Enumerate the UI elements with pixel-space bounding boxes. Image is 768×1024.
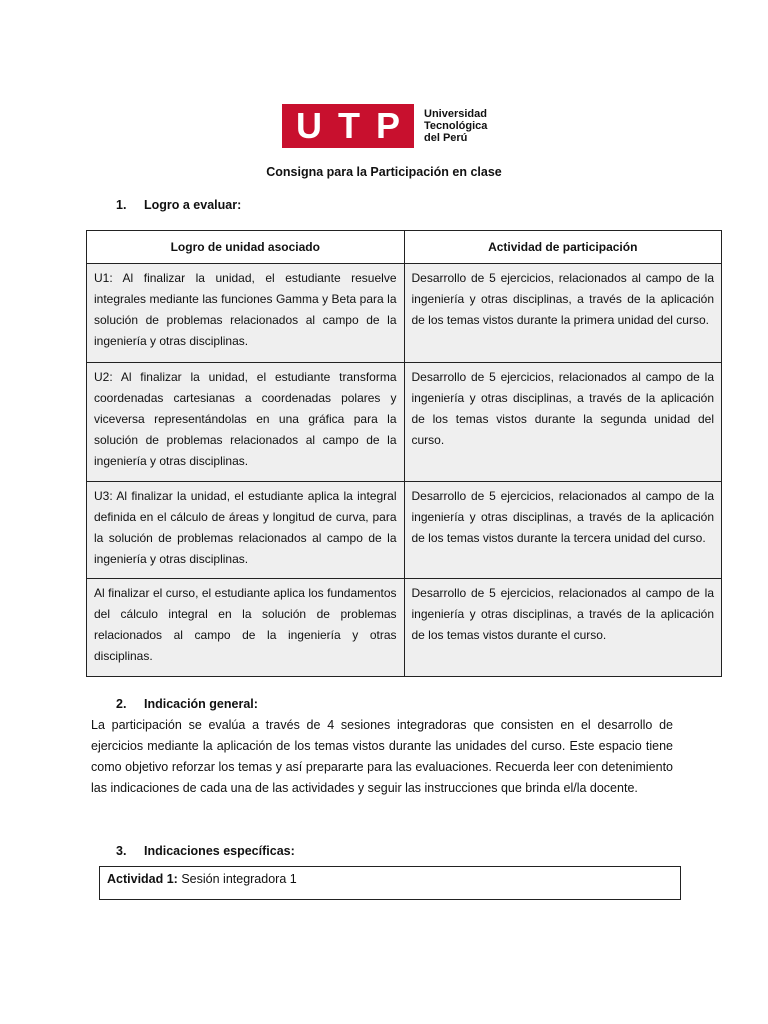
cell-actividad-final: Desarrollo de 5 ejercicios, relacionados al campo de la ingeniería y otras disciplinas, a través de la aplicación de los temas vistos durante el curso. [404,579,722,677]
activity-value: Sesión integradora 1 [181,872,297,886]
section-1-number: 1. [116,198,127,212]
header-actividad: Actividad de participación [404,231,722,264]
cell-actividad-u3: Desarrollo de 5 ejercicios, relacionados al campo de la ingeniería y otras disciplinas, a través de la aplicación de los temas vistos durante la tercera unidad del curso. [404,482,722,579]
section-1-title: Logro a evaluar: [144,198,242,212]
cell-actividad-u2: Desarrollo de 5 ejercicios, relacionados al campo de la ingeniería y otras disciplinas, a través de la aplicación de los temas vistos durante la segunda unidad del curso. [404,363,722,482]
activity-label: Actividad 1: [107,872,178,886]
table-row [87,482,722,579]
table-header-row [87,231,722,264]
logo-line-3: del Perú [424,132,468,144]
logo-line-1: Universidad [424,108,487,120]
logo-letter-u: U [295,105,322,146]
table-row [87,363,722,482]
cell-logro-u1: U1: Al finalizar la unidad, el estudiante resuelve integrales mediante las funciones Gamma y Beta para la solución de problemas relacionados al campo de la ingeniería y otras disciplinas. [87,264,405,363]
logo-line-2: Tecnológica [424,120,488,132]
section-1-heading [116,198,241,212]
section-3-number: 3. [116,844,127,858]
logros-table [86,230,722,677]
section-2-number: 2. [116,697,127,711]
logo-wordmark [424,108,487,144]
logo-letter-p: P [375,105,400,146]
activity-box [99,866,681,900]
cell-logro-u2: U2: Al finalizar la unidad, el estudiante transforma coordenadas cartesianas a coordenadas polares y viceversa representándolas en una gráfica para la solución de problemas relacionados al campo de la ingeniería y otras disciplinas. [87,363,405,482]
section-2-heading [116,697,258,711]
cell-logro-final: Al finalizar el curso, el estudiante aplica los fundamentos del cálculo integral en la solución de problemas relacionados al campo de la ingeniería y otras disciplinas. [87,579,405,677]
cell-logro-u3: U3: Al finalizar la unidad, el estudiante aplica la integral definida en el cálculo de áreas y longitud de curva, para la solución de problemas relacionados al campo de la ingeniería y otras disciplinas. [87,482,405,579]
logo-letter-t: T [337,105,360,146]
section-3-title: Indicaciones específicas: [144,844,295,858]
utp-logo [282,104,487,148]
cell-actividad-u1: Desarrollo de 5 ejercicios, relacionados al campo de la ingeniería y otras disciplinas, a través de la aplicación de los temas vistos durante la primera unidad del curso. [404,264,722,363]
table-row [87,579,722,677]
indicacion-general-text: La participación se evalúa a través de 4 sesiones integradoras que consisten en el desarrollo de ejercicios mediante la aplicación de los temas vistos durante las unidades del curso. Este espacio tiene como objetivo reforzar los temas y así prepararte para las evaluaciones. Recuerda leer con detenimiento las indicaciones de cada una de las actividades y seguir las instrucciones que brinda el/la docente. [91,718,673,795]
section-2-title: Indicación general: [144,697,258,711]
logo-mark [282,104,414,148]
document-title: Consigna para la Participación en clase [266,165,502,179]
table-row [87,264,722,363]
header-logro: Logro de unidad asociado [87,231,405,264]
section-3-heading [116,844,295,858]
